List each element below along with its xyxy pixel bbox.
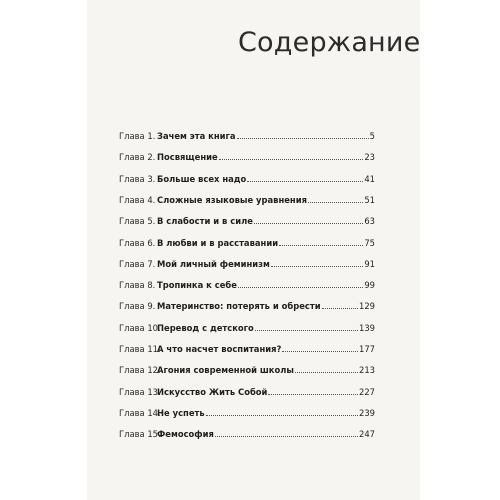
toc-entry	[119, 193, 375, 207]
dot-leader	[255, 322, 358, 331]
page-number: 213	[359, 365, 375, 376]
chapter-number: Глава 5.	[119, 216, 156, 227]
dot-leader	[279, 237, 363, 246]
chapter-number: Глава 2.	[119, 152, 156, 163]
chapter-number: Глава 13.	[119, 386, 161, 397]
toc-entry	[119, 321, 375, 335]
toc-entry	[119, 129, 375, 143]
chapter-number: Глава 14.	[119, 407, 161, 418]
page-title: Содержание	[238, 27, 421, 58]
toc-entry	[119, 427, 375, 441]
chapter-title: Сложные языковые уравнения	[157, 194, 307, 205]
toc-entry	[119, 385, 375, 399]
chapter-title: Не успеть	[157, 407, 205, 418]
page-number: 129	[359, 301, 375, 312]
chapter-title: Посвящение	[157, 152, 218, 163]
chapter-title: Перевод с детского	[157, 322, 254, 333]
page-number: 63	[364, 216, 375, 227]
dot-leader	[219, 151, 364, 160]
dot-leader	[237, 130, 369, 139]
dot-leader	[247, 173, 363, 182]
dot-leader	[322, 300, 358, 309]
toc-entry-line	[157, 257, 375, 271]
toc-entry-line	[157, 236, 375, 250]
chapter-number: Глава 1.	[119, 131, 156, 141]
toc-entry	[119, 236, 375, 250]
toc-entry	[119, 150, 375, 164]
chapter-number: Глава 3.	[119, 173, 156, 184]
dot-leader	[271, 258, 363, 267]
chapter-title: Тропинка к себе	[157, 280, 237, 291]
chapter-number: Глава 9.	[119, 301, 156, 312]
chapter-title: Искусство Жить Собой	[157, 386, 268, 397]
toc-entry-line	[157, 427, 375, 441]
toc-entry-line	[157, 278, 375, 292]
page-number: 41	[364, 173, 375, 184]
page-number: 139	[359, 322, 375, 333]
toc-entry-line	[157, 385, 375, 399]
toc-entry	[119, 172, 375, 186]
page-number: 247	[359, 429, 375, 440]
dot-leader	[282, 343, 358, 352]
toc-entry-line	[157, 172, 375, 186]
chapter-number: Глава 7.	[119, 258, 156, 269]
dot-leader	[268, 386, 358, 395]
chapter-number: Глава 6.	[119, 237, 156, 248]
chapter-number: Глава 15.	[119, 429, 161, 440]
dot-leader	[215, 428, 358, 437]
toc-entry	[119, 299, 375, 313]
page-number: 239	[359, 407, 375, 418]
page-number: 177	[359, 344, 375, 354]
toc-entry	[119, 214, 375, 228]
toc-entry-line	[157, 299, 375, 313]
chapter-title: Зачем эта книга	[157, 131, 236, 141]
chapter-number: Глава 11.	[119, 344, 161, 354]
chapter-title: А что насчет воспитания?	[157, 344, 282, 354]
page-number: 227	[359, 386, 375, 397]
chapter-title: Агония современной школы	[157, 365, 294, 376]
page-number: 91	[364, 258, 375, 269]
page-number: 75	[364, 237, 375, 248]
page-number: 99	[364, 280, 375, 291]
toc-entry	[119, 406, 375, 420]
chapter-number: Глава 10.	[119, 322, 161, 333]
toc-entry	[119, 363, 375, 377]
chapter-title: Больше всех надо	[157, 173, 247, 184]
chapter-number: Глава 8.	[119, 280, 156, 291]
dot-leader	[254, 215, 363, 224]
chapter-title: В любви и в расставании	[157, 237, 279, 248]
chapter-title: Фемософия	[157, 429, 214, 440]
page-number: 23	[364, 152, 375, 163]
toc-entry-line	[157, 150, 375, 164]
chapter-title: В слабости и в силе	[157, 216, 253, 227]
toc-entry	[119, 278, 375, 292]
dot-leader	[238, 279, 363, 288]
toc-entry-line	[157, 342, 375, 356]
toc-entry	[119, 342, 375, 356]
toc-entry-line	[157, 321, 375, 335]
page-number: 5	[369, 131, 375, 141]
dot-leader	[295, 364, 358, 373]
dot-leader	[308, 194, 363, 203]
toc-entry	[119, 257, 375, 271]
chapter-number: Глава 12.	[119, 365, 161, 376]
chapter-title: Мой личный феминизм	[157, 258, 270, 269]
toc-entry-line	[157, 214, 375, 228]
toc-entry-line	[157, 406, 375, 420]
chapter-number: Глава 4.	[119, 194, 156, 205]
toc-entry-line	[157, 129, 375, 143]
toc-entry-line	[157, 363, 375, 377]
dot-leader	[206, 407, 358, 416]
page-number: 51	[364, 194, 375, 205]
chapter-title: Материнство: потерять и обрести	[157, 301, 321, 312]
toc-entry-line	[157, 193, 375, 207]
